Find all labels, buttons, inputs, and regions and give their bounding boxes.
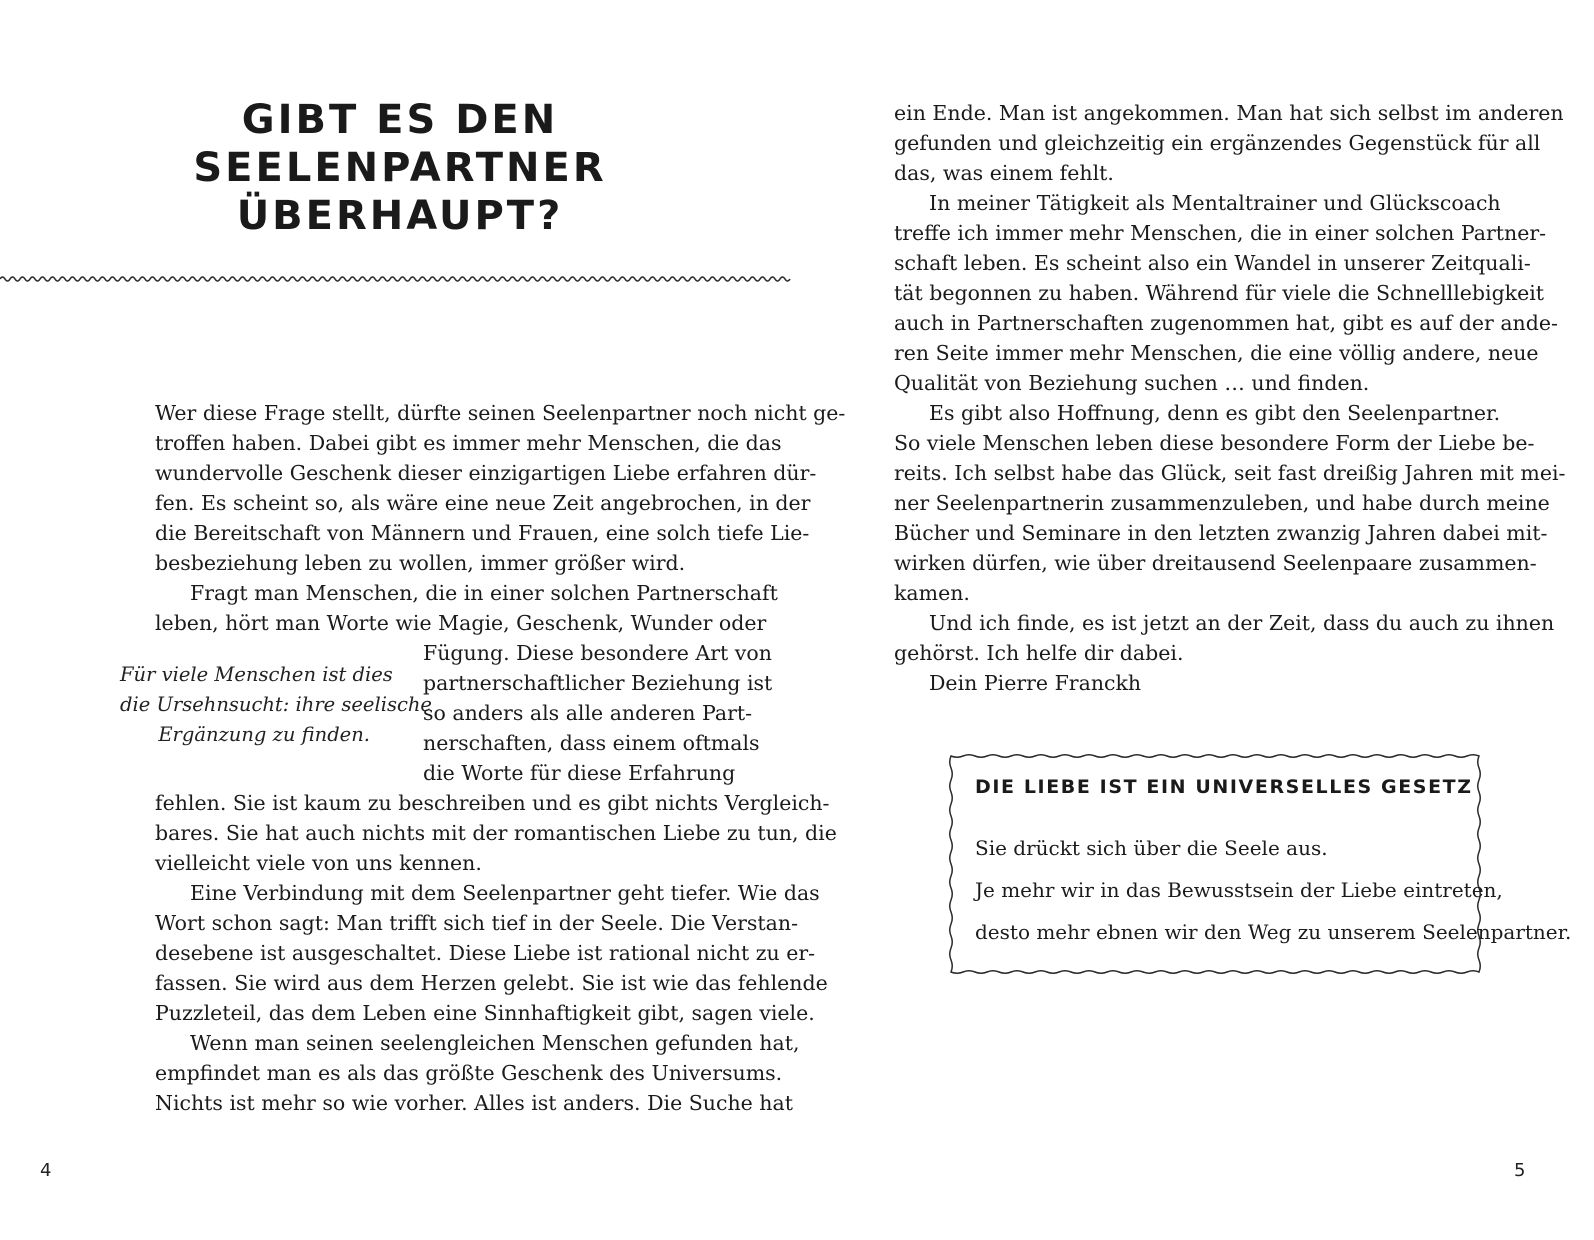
text-line: In meiner Tätigkeit als Mentaltrainer und Glückscoach: [929, 191, 1501, 215]
text-line: Puzzleteil, das dem Leben eine Sinnhaftigkeit gibt, sagen viele.: [155, 1001, 815, 1025]
text-line: gehörst. Ich helfe dir dabei.: [894, 641, 1184, 665]
text-line: Eine Verbindung mit dem Seelenpartner geht tiefer. Wie das: [190, 881, 820, 905]
text-line: nerschaften, dass einem oftmals: [423, 731, 760, 755]
wavy-divider: [0, 272, 787, 286]
text-line: tät begonnen zu haben. Während für viele die Schnelllebigkeit: [894, 281, 1545, 305]
text-line: Fragt man Menschen, die in einer solchen Partnerschaft: [190, 581, 778, 605]
chapter-title: [150, 96, 650, 240]
text-line: Nichts ist mehr so wie vorher. Alles ist anders. Die Suche hat: [155, 1091, 793, 1115]
text-line: ner Seelenpartnerin zusammenzuleben, und habe durch meine: [894, 491, 1550, 515]
info-box-line: desto mehr ebnen wir den Weg zu unserem Seelenpartner.: [975, 920, 1572, 944]
page-number-right: 5: [1514, 1160, 1526, 1181]
text-line: besbeziehung leben zu wollen, immer größer wird.: [155, 551, 686, 575]
text-line: auch in Partnerschaften zugenommen hat, gibt es auf der ande-: [894, 311, 1558, 335]
text-line: die Worte für diese Erfahrung: [423, 761, 736, 785]
text-line: troffen haben. Dabei gibt es immer mehr Menschen, die das: [155, 431, 782, 455]
text-line: Und ich finde, es ist jetzt an der Zeit, dass du auch zu ihnen: [929, 611, 1555, 635]
right-page: [797, 0, 1594, 1240]
text-line: leben, hört man Worte wie Magie, Geschenk, Wunder oder: [155, 611, 767, 635]
title-line: GIBT ES DEN: [241, 97, 559, 143]
right-body-text: [894, 98, 1566, 698]
page-number-left: 4: [40, 1160, 52, 1181]
text-line: Bücher und Seminare in den letzten zwanzig Jahren dabei mit-: [894, 521, 1548, 545]
info-box-line: Sie drückt sich über die Seele aus.: [975, 836, 1328, 860]
text-line: fassen. Sie wird aus dem Herzen gelebt. Sie ist wie das fehlende: [155, 971, 828, 995]
title-line: ÜBERHAUPT?: [236, 193, 564, 239]
text-line: Qualität von Beziehung suchen … und finden.: [894, 371, 1370, 395]
pull-quote-line: Ergänzung zu finden.: [158, 723, 370, 746]
text-line: desebene ist ausgeschaltet. Diese Liebe ist rational nicht zu er-: [155, 941, 816, 965]
text-line: Wer diese Frage stellt, dürfte seinen Seelenpartner noch nicht ge-: [155, 401, 846, 425]
text-line: Wenn man seinen seelengleichen Menschen gefunden hat,: [190, 1031, 800, 1055]
text-line: ren Seite immer mehr Menschen, die eine völlig andere, neue: [894, 341, 1539, 365]
text-line: partnerschaftlicher Beziehung ist: [423, 671, 773, 695]
text-line: vielleicht viele von uns kennen.: [155, 851, 482, 875]
text-line: so anders als alle anderen Part-: [423, 701, 753, 725]
text-line: wirken dürfen, wie über dreitausend Seelenpaare zusammen-: [894, 551, 1537, 575]
pull-quote: [120, 660, 432, 750]
text-line: treffe ich immer mehr Menschen, die in einer solchen Partner-: [894, 221, 1547, 245]
text-line: die Bereitschaft von Männern und Frauen, eine solch tiefe Lie-: [155, 521, 810, 545]
text-line: wundervolle Geschenk dieser einzigartigen Liebe erfahren dür-: [155, 461, 817, 485]
text-line: das, was einem fehlt.: [894, 161, 1114, 185]
text-line: reits. Ich selbst habe das Glück, seit fast dreißig Jahren mit mei-: [894, 461, 1566, 485]
left-body-text: [155, 398, 846, 1118]
text-line: fen. Es scheint so, als wäre eine neue Zeit angebrochen, in der: [155, 491, 811, 515]
text-line: empfindet man es als das größte Geschenk des Universums.: [155, 1061, 783, 1085]
signature: Dein Pierre Franckh: [929, 671, 1142, 695]
text-line: ein Ende. Man ist angekommen. Man hat sich selbst im anderen: [894, 101, 1564, 125]
text-line: gefunden und gleichzeitig ein ergänzendes Gegenstück für all: [894, 131, 1541, 155]
pull-quote-line: die Ursehnsucht: ihre seelische: [120, 693, 432, 716]
text-line: fehlen. Sie ist kaum zu beschreiben und es gibt nichts Vergleich-: [155, 791, 830, 815]
title-line: SEELENPARTNER: [193, 145, 607, 191]
text-line: kamen.: [894, 581, 970, 605]
text-line: bares. Sie hat auch nichts mit der romantischen Liebe zu tun, die: [155, 821, 837, 845]
info-box-title: DIE LIEBE IST EIN UNIVERSELLES GESETZ: [975, 776, 1473, 798]
info-box-line: Je mehr wir in das Bewusstsein der Liebe eintreten,: [975, 878, 1503, 902]
text-line: schaft leben. Es scheint also ein Wandel in unserer Zeitquali-: [894, 251, 1531, 275]
text-line: Fügung. Diese besondere Art von: [423, 641, 772, 665]
text-line: So viele Menschen leben diese besondere Form der Liebe be-: [894, 431, 1535, 455]
text-line: Wort schon sagt: Man trifft sich tief in der Seele. Die Verstan-: [155, 911, 798, 935]
text-line: Es gibt also Hoffnung, denn es gibt den Seelenpartner.: [929, 401, 1501, 425]
pull-quote-line: Für viele Menschen ist dies: [120, 663, 393, 686]
